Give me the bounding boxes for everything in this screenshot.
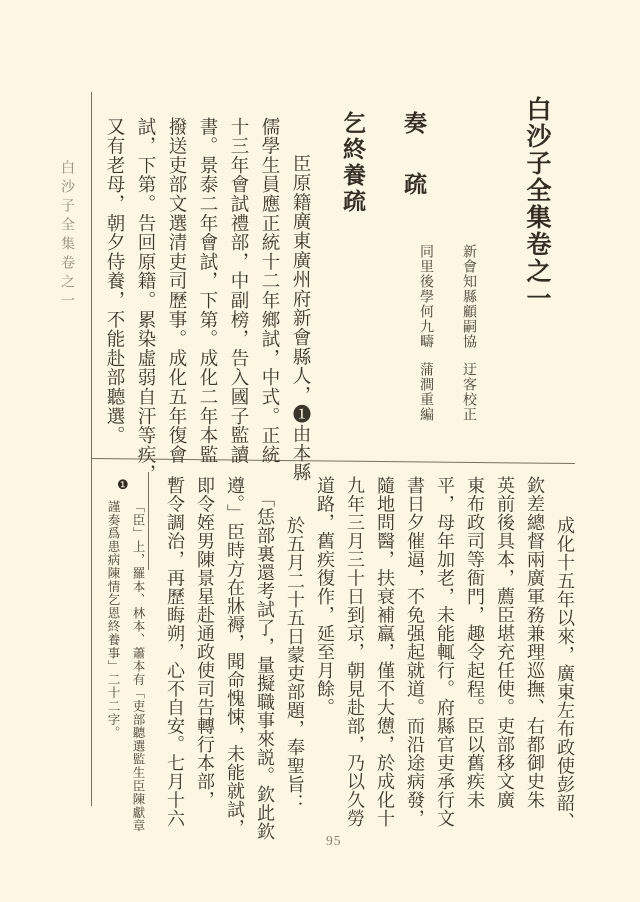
footnote-column: 「臣」上，羅本、林本、蕭本有「吏部聽選監生臣陳獻章	[131, 500, 145, 833]
section-title: 奏疏	[401, 111, 426, 233]
text-column: 十三年會試禮部，中副榜，告入國子監讀	[228, 117, 248, 465]
attribution-role: 迂客校正	[461, 362, 476, 422]
chapter-title: 乞終養疏	[340, 111, 365, 215]
text-column: 於五月二十五日蒙吏部題，奉聖旨：	[285, 516, 305, 812]
volume-title: 白沙子全集卷之一	[523, 96, 550, 312]
footnote-column: 謹奏爲患病陳情乞恩終養事」二十二字。	[106, 500, 120, 740]
text-column: 平，母年加老，未能輒行。府縣官吏承行文	[435, 476, 455, 828]
text-column: 成化十五年以來，廣東左布政使彭韶、	[555, 516, 575, 831]
attribution-name: 同里後學何九疇	[418, 244, 433, 349]
bottom-text-block	[160, 476, 580, 841]
footnote-text-block	[100, 500, 150, 833]
text-column: 遵。」臣時方在牀褥，聞命愧悚，未能就試，	[225, 476, 245, 837]
text-column: 書。景泰二年會試，下第。成化二年本監	[197, 117, 217, 465]
text-column: 試，下第。告回原籍。累染虛弱自汗等疾，	[135, 117, 155, 484]
attribution-name: 新會知縣顧嗣協	[461, 244, 476, 349]
text-column: 儒學生員應正統十二年鄉試，中式。正統	[259, 117, 279, 465]
text-column: 隨地問醫，扶衰補羸，僅不大憊，於成化十	[375, 476, 395, 828]
attribution-role: 蒲澗重編	[418, 362, 433, 422]
text-column: 九年三月三十日到京，朝見赴部，乃以久勞	[345, 476, 365, 828]
text-column: 撥送吏部文選清吏司歷事。成化五年復會	[166, 117, 186, 465]
page-number: 95	[326, 833, 342, 848]
text-column: 暫令調治，再歷晦朔，心不自安。七月十六	[165, 476, 185, 828]
footnote-marker: ❶	[117, 477, 129, 492]
attribution-block	[404, 244, 490, 422]
text-column: 道路，舊疾復作，延至月餘。	[315, 476, 335, 717]
text-column: 又有老母，朝夕侍養，不能赴部聽選。	[104, 117, 124, 446]
text-column: 即令姪男陳景星赴通政使司告轉行本部，	[195, 476, 215, 809]
text-column: 臣原籍廣東廣州府新會縣人，❶由本縣	[290, 154, 310, 483]
text-column: 東布政司等衙門，趣令起程。臣以舊疾未	[465, 476, 485, 809]
spine-label: 白沙子全集卷之一	[59, 160, 74, 312]
text-column: 欽差總督兩廣軍務兼理巡撫、右都御史朱	[525, 476, 545, 809]
attribution-column	[447, 244, 490, 422]
text-column: 書日夕催逼，不免强起就道。而沿途病發，	[405, 476, 425, 828]
text-column: 英前後具本，薦臣堪充任使。吏部移文廣	[495, 476, 515, 809]
attribution-column	[404, 244, 447, 422]
left-frame-rule	[91, 92, 92, 806]
text-column: 「恁部裏還考試了，量擬職事來説。欽此欽	[255, 489, 275, 841]
top-text-block	[98, 117, 315, 484]
